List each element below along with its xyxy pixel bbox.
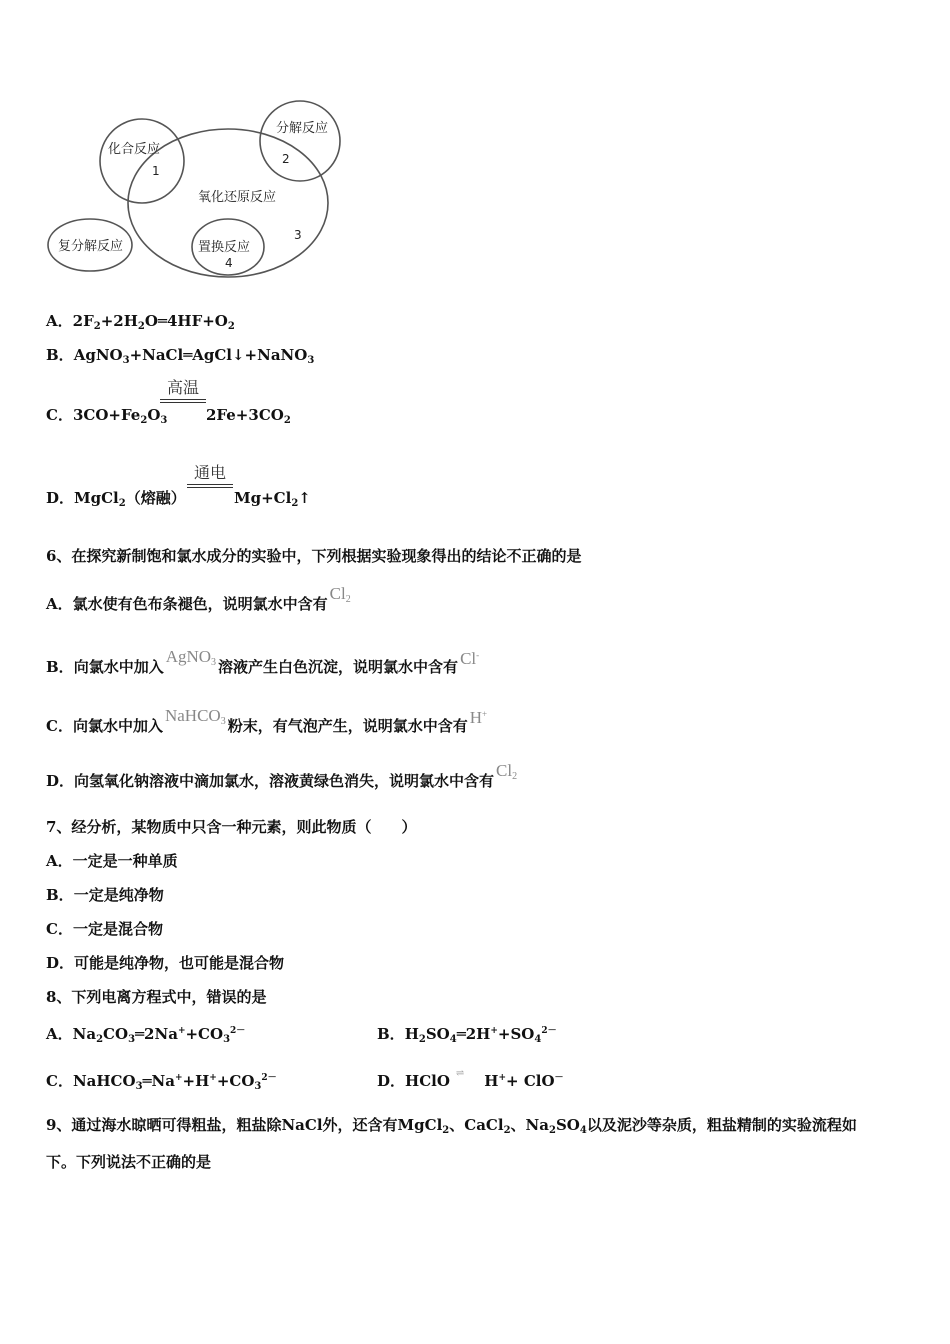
reaction-type-diagram [40,95,360,285]
q6-option-c: C．向氯水中加入NaHCO$_3$ 粉末，有气泡产生，说明氯水中含有 H+ [46,706,488,735]
q7-option-d: D．可能是纯净物，也可能是混合物 [46,954,285,972]
q6-stem: 6、在探究新制饱和氯水成分的实验中，下列根据实验现象得出的结论不正确的是 [46,547,582,565]
displacement-label: 置换反应 [198,240,251,255]
option-label: B． [46,886,74,904]
option-label: C． [46,406,73,424]
option-label: C． [46,1072,73,1090]
number-3: 3 [294,228,302,242]
q7-option-a: A．一定是一种单质 [46,852,178,870]
q5-d-condition [187,460,233,488]
q5-option-b: B．AgNO$_3$+NaCl═AgCl↓+NaNO$_3$ [46,346,315,366]
redox-label: 氧化还原反应 [198,190,277,205]
q6-option-b: B．向氯水中加入AgNO$_3$ 溶液产生白色沉淀，说明氯水中含有 Cl- [46,647,480,676]
option-label: B． [377,1025,405,1043]
q6-option-d: D．向氢氧化钠溶液中滴加氯水，溶液黄绿色消失，说明氯水中含有$Cl_2$ [46,761,518,790]
option-label: A． [46,1025,73,1043]
number-1: 1 [152,164,160,178]
q6-option-a: A．氯水使有色布条褪色，说明氯水中含有$Cl_2$ [46,584,351,613]
number-4: 4 [225,256,233,270]
q8-option-d: D．HClO ⇌ H++ ClO－ [377,1068,564,1094]
option-label: A． [46,852,73,870]
q7-option-c: C．一定是混合物 [46,920,163,938]
q9-stem-line2: 下。下列说法不正确的是 [46,1153,212,1171]
option-label: D． [46,954,75,972]
q8-option-a: A．$Na_2CO_3═2Na^++CO_3^{2-}$ [46,1025,246,1045]
condition-high-temp: 高温 [166,378,199,397]
option-label: D． [46,489,75,507]
option-label: D． [377,1072,406,1090]
option-label: D． [46,772,75,790]
q5-option-d: D．MgCl$_2$（熔融） [46,489,186,509]
condition-electrolysis: 通电 [193,463,226,482]
equals-bar [187,484,233,488]
combination-label: 化合反应 [108,142,161,157]
q5-option-a: A．$2F_2+2H_2O═4HF+O_2$ [46,312,235,332]
q5-c-products: $2Fe+3CO_2$ [206,406,291,426]
q5-c-condition [160,375,206,403]
q9-stem-line1: 9、通过海水晾晒可得粗盐，粗盐除NaCl外，还含有MgCl$_2$、CaCl$_2$、$Na_2SO_4$以及泥沙等杂质，粗盐精制的实验流程如 [46,1116,857,1136]
reversible-arrow-icon: ⇌ [455,1068,465,1079]
option-label: C． [46,717,73,735]
decomposition-circle [260,101,340,181]
double-decomposition-label: 复分解反应 [58,239,124,254]
option-label: B． [46,346,74,364]
number-2: 2 [282,152,290,166]
q5-option-c: C．$3CO+Fe_2O_3$ [46,406,168,426]
option-label: B． [46,658,74,676]
q8-stem: 8、下列电离方程式中，错误的是 [46,988,267,1006]
decomposition-label: 分解反应 [276,121,329,136]
q8-option-b: B．$H_2SO_4═2H^++SO_4^{2-}$ [377,1025,557,1045]
equals-bar [160,399,206,403]
option-label: A． [46,595,73,613]
option-label: A． [46,312,73,330]
option-label: C． [46,920,73,938]
combination-circle [100,119,184,203]
q5-d-products: $Mg+Cl_2↑$ [234,489,311,509]
q7-stem: 7、经分析，某物质中只含一种元素，则此物质（ ） [46,818,417,836]
q7-option-b: B．一定是纯净物 [46,886,164,904]
q8-option-c: C．$NaHCO_3═Na^++H^++CO_3^{2-}$ [46,1072,277,1092]
